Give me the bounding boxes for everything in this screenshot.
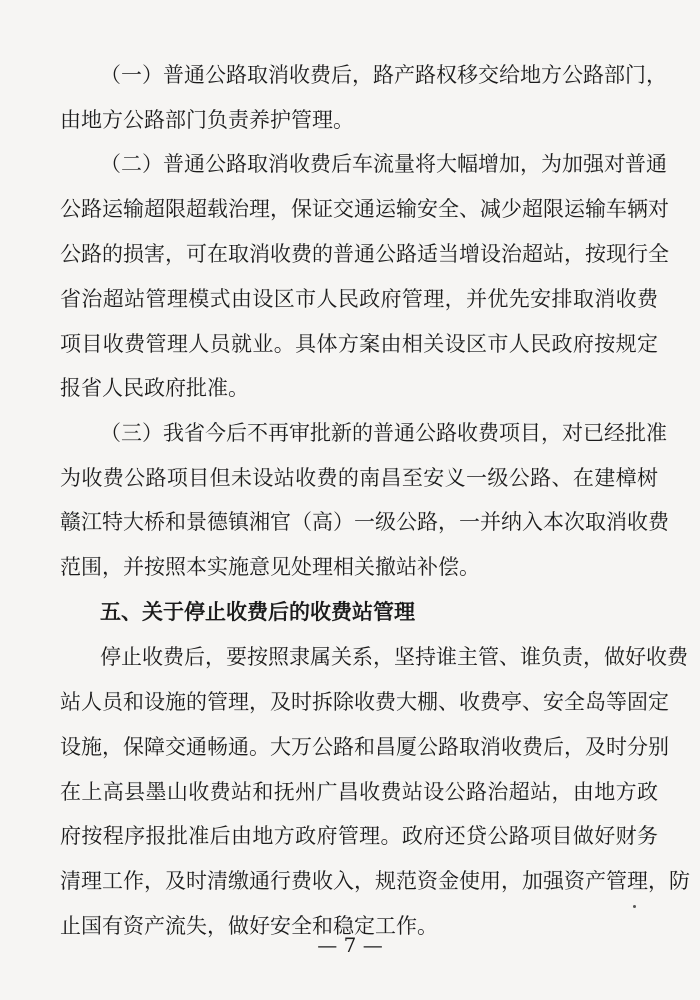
paragraph-3-line-2: 为收费公路项目但未设站收费的南昌至安义一级公路、在建樟树: [60, 466, 658, 490]
section-body-line-6: 清理工作，及时清缴通行费收入，规范资金使用，加强资产管理，防: [60, 869, 690, 893]
paragraph-3-line-1: （三）我省今后不再审批新的普通公路收费项目，对已经批准: [100, 421, 667, 445]
paragraph-2-line-2: 公路运输超限超载治理，保证交通运输安全、减少超限运输车辆对: [60, 197, 669, 221]
paragraph-2-line-5: 项目收费管理人员就业。具体方案由相关设区市人民政府按规定: [60, 332, 658, 356]
page-number: — 7 —: [317, 933, 383, 957]
section-body-line-7: 止国有资产流失，做好安全和稳定工作。: [60, 914, 438, 938]
paragraph-2-line-1: （二）普通公路取消收费后车流量将大幅增加，为加强对普通: [100, 152, 667, 176]
paragraph-3-line-3: 赣江特大桥和景德镇湘官（高）一级公路，一并纳入本次取消收费: [60, 510, 669, 534]
paragraph-3-line-4: 范围，并按照本实施意见处理相关撤站补偿。: [60, 555, 480, 579]
scan-speck: [633, 905, 636, 908]
section-body-line-4: 在上高县墨山收费站和抚州广昌收费站设公路治超站，由地方政: [60, 780, 658, 804]
section-body-line-2: 站人员和设施的管理，及时拆除收费大棚、收费亭、安全岛等固定: [60, 690, 669, 714]
paragraph-1-line-2: 由地方公路部门负责养护管理。: [60, 108, 354, 132]
section-body-line-1: 停止收费后，要按照隶属关系，坚持谁主管、谁负责，做好收费: [100, 645, 688, 669]
paragraph-2-line-6: 报省人民政府批准。: [60, 376, 249, 400]
section-body-line-5: 府按程序报批准后由地方政府管理。政府还贷公路项目做好财务: [60, 824, 658, 848]
paragraph-2-line-4: 省治超站管理模式由设区市人民政府管理，并优先安排取消收费: [60, 287, 658, 311]
paragraph-1-line-1: （一）普通公路取消收费后，路产路权移交给地方公路部门，: [100, 63, 667, 87]
paragraph-2-line-3: 公路的损害，可在取消收费的普通公路适当增设治超站，按现行全: [60, 242, 669, 266]
section-body-line-3: 设施，保障交通畅通。大万公路和昌厦公路取消收费后，及时分别: [60, 735, 669, 759]
section-heading: 五、关于停止收费后的收费站管理: [100, 600, 415, 624]
